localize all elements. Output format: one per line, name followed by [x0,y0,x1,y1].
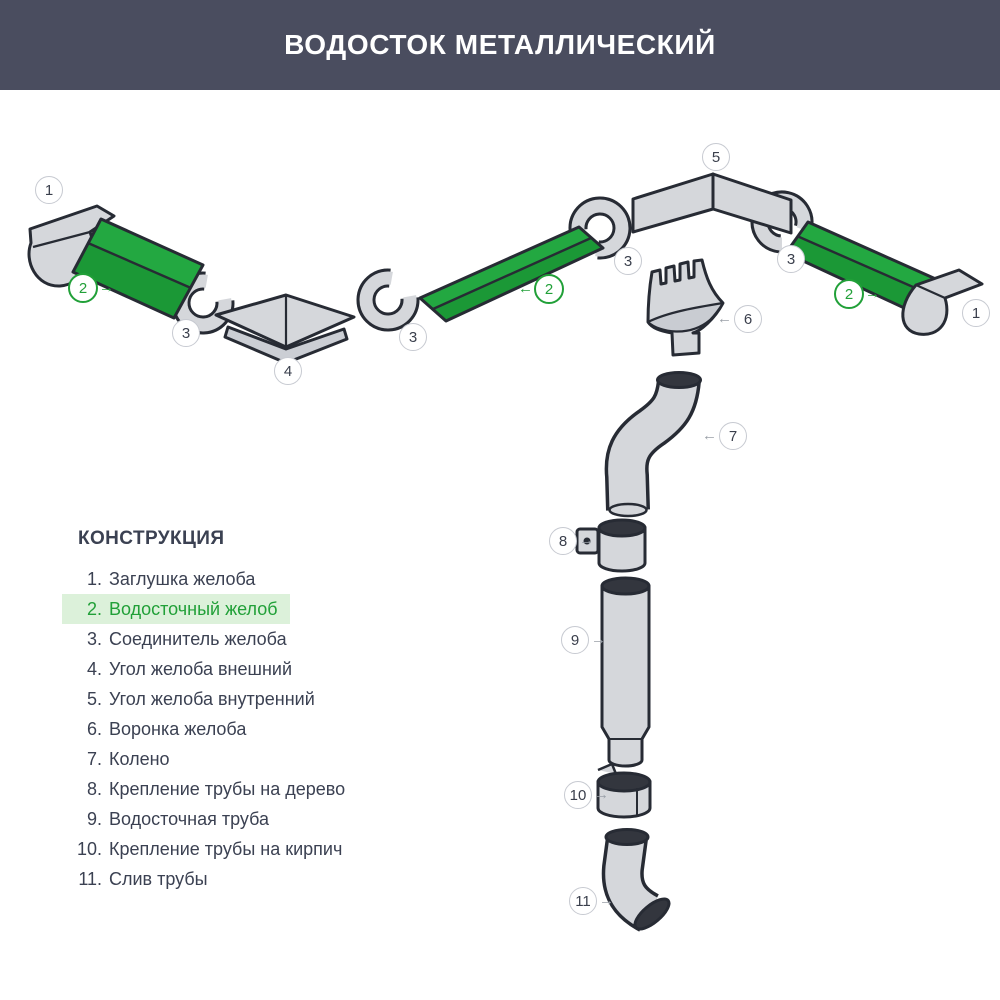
part-connector-b [366,278,410,322]
legend-item-label: Крепление трубы на дерево [109,778,346,799]
legend-item-3 [62,624,299,654]
arrow-right-icon: → [865,284,880,302]
part-s-bend [610,373,701,517]
arrow-left-icon: ← [717,309,732,327]
legend-list [62,564,357,894]
callout-11: 11 → [569,887,597,915]
legend-item-label: Водосточная труба [109,808,270,829]
arrow-right-icon: → [594,785,609,803]
arrow-right-icon: → [99,278,114,296]
callout-6: 6 ← [734,305,762,333]
legend-item-label: Соединитель желоба [109,628,287,649]
part-gutter-left [73,219,203,318]
callout-2: 2 ← [534,274,564,304]
legend-item-5 [62,684,327,714]
legend-item-label: Слив трубы [109,868,208,889]
legend-item-number: 11. [78,868,102,889]
legend-item-number: 5. [86,688,102,709]
arrow-right-icon: → [579,531,594,549]
callout-10: 10 → [564,781,592,809]
legend-item-number: 2. [86,598,102,619]
legend-item-2 [62,594,290,624]
part-pipe-clamp [598,764,650,817]
arrow-left-icon: ← [518,279,533,297]
callout-5: 5 [702,143,730,171]
legend-item-number: 7. [86,748,102,769]
header [0,0,1000,90]
legend-item-number: 3. [86,628,102,649]
part-outlet-elbow [606,830,674,935]
arrow-right-icon: → [599,891,614,909]
callout-1: 1 [962,299,990,327]
arrow-right-icon: → [591,630,606,648]
part-funnel [648,260,723,355]
callout-4: 4 [274,357,302,385]
legend-item-label: Воронка желоба [109,718,247,739]
callout-1: 1 [35,176,63,204]
legend-item-7 [62,744,182,774]
legend-item-number: 9. [86,808,102,829]
part-gutter-middle [420,227,603,321]
legend-item-label: Водосточный желоб [109,598,278,619]
callout-9: 9 → [561,626,589,654]
callout-3: 3 [614,247,642,275]
legend-item-number: 4. [86,658,102,679]
legend-item-number: 10. [76,838,102,859]
callout-8: 8 → [549,527,577,555]
legend-item-11 [62,864,220,894]
callout-2: 2 → [834,279,864,309]
callout-3: 3 [172,319,200,347]
legend-item-label: Колено [109,748,170,769]
legend-item-1 [62,564,267,594]
arrow-left-icon: ← [702,426,717,444]
part-downpipe [602,578,649,766]
page-title: ВОДОСТОК МЕТАЛЛИЧЕСКИЙ [284,29,716,60]
part-inner-corner [633,174,791,233]
legend-item-label: Крепление трубы на кирпич [109,838,343,859]
legend-item-10 [62,834,354,864]
legend-item-number: 1. [86,568,102,589]
callout-7: 7 ← [719,422,747,450]
part-outer-corner [216,295,354,363]
legend-item-label: Угол желоба внешний [109,658,292,679]
legend-item-9 [62,804,281,834]
callout-2: 2 → [68,273,98,303]
legend [62,528,357,894]
legend-item-number: 8. [86,778,102,799]
legend-item-label: Угол желоба внутренний [109,688,315,709]
callout-3: 3 [777,245,805,273]
legend-title: КОНСТРУКЦИЯ [78,528,225,549]
legend-item-8 [62,774,357,804]
legend-item-label: Заглушка желоба [109,568,256,589]
legend-item-6 [62,714,258,744]
callout-3: 3 [399,323,427,351]
legend-item-4 [62,654,304,684]
legend-item-number: 6. [86,718,102,739]
part-pipe-bracket [577,520,645,571]
